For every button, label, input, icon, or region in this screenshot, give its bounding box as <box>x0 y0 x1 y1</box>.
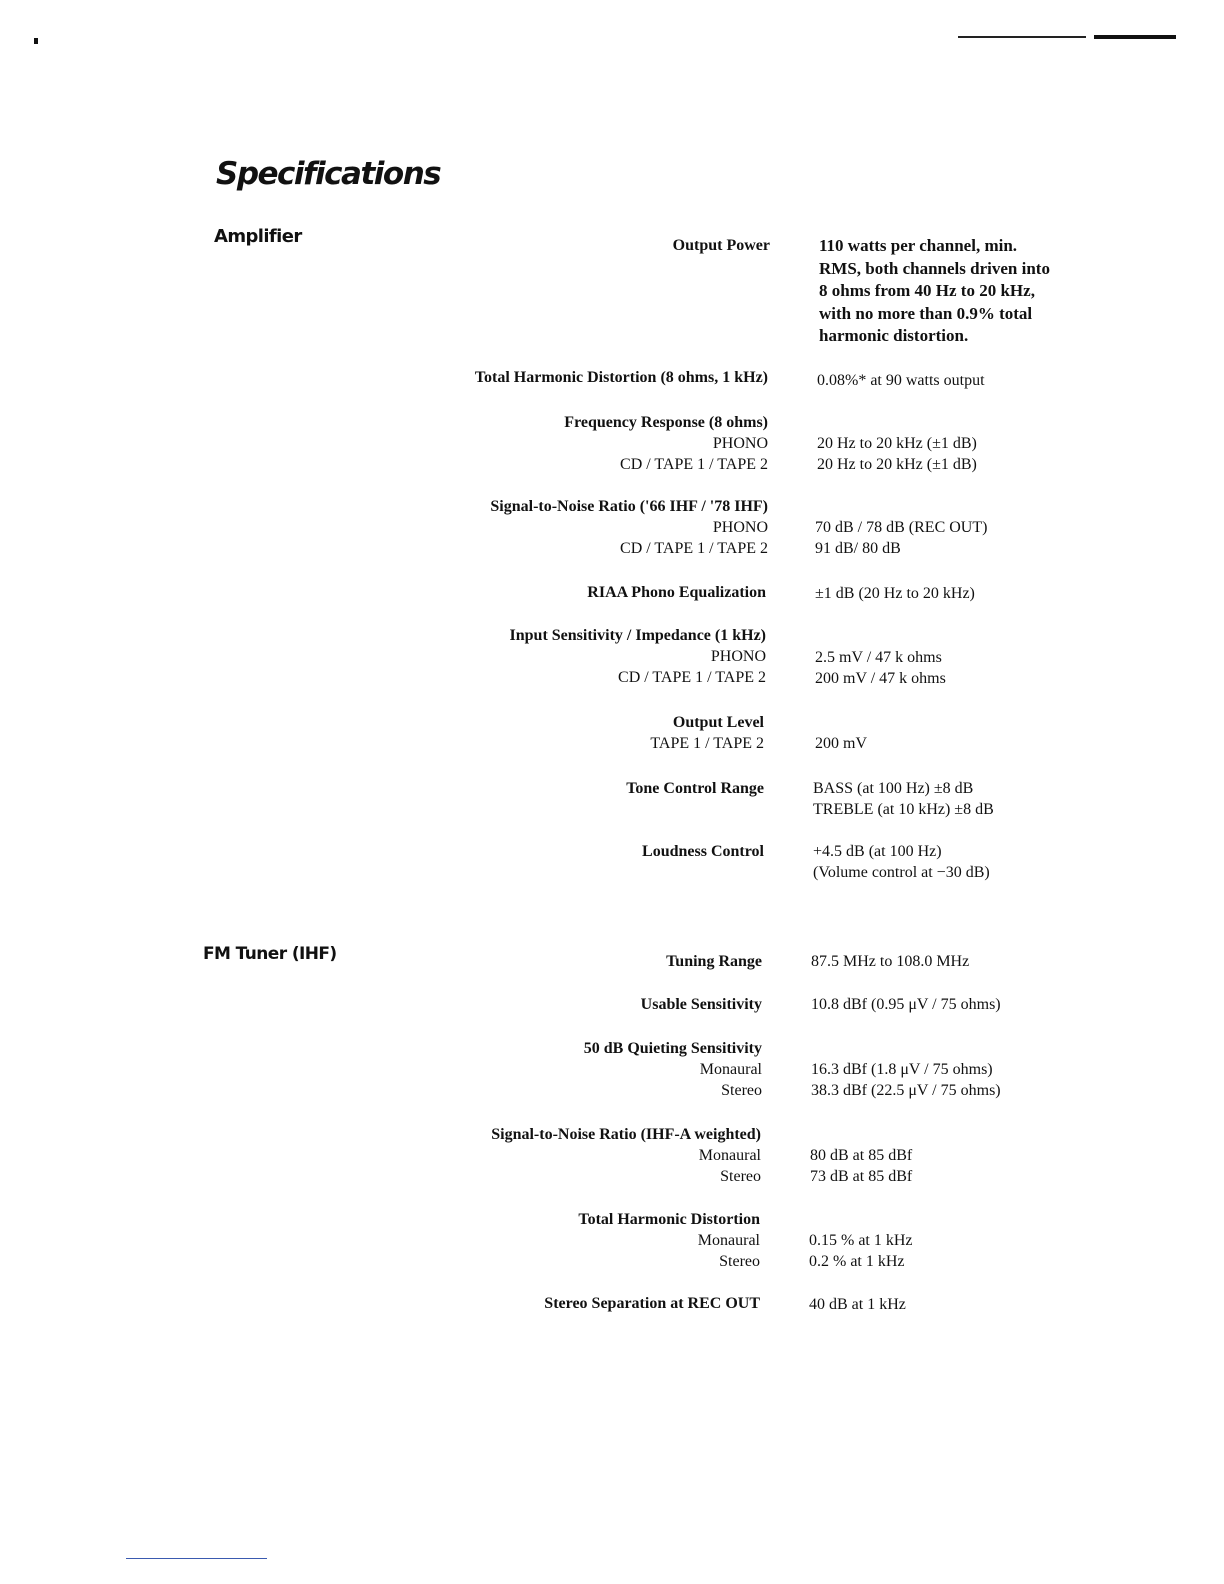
spec-label: Tone Control Range <box>626 780 764 797</box>
spec-label: Tuning Range <box>666 953 762 970</box>
spec-label: Output Level TAPE 1 / TAPE 2 <box>650 714 764 752</box>
section-heading-fm-tuner: FM Tuner (IHF) <box>203 944 337 964</box>
page-mark <box>34 38 38 44</box>
spec-label: 50 dB Quieting Sensitivity Monaural Stereo <box>583 1040 762 1099</box>
spec-label: RIAA Phono Equalization <box>587 584 766 601</box>
spec-value: 0.15 % at 1 kHz 0.2 % at 1 kHz <box>809 1232 913 1270</box>
spec-label: Loudness Control <box>642 843 764 860</box>
spec-value: +4.5 dB (at 100 Hz) (Volume control at −30 dB) <box>813 843 990 881</box>
spec-value: 87.5 MHz to 108.0 MHz <box>811 953 970 970</box>
spec-label: Stereo Separation at REC OUT <box>544 1295 760 1312</box>
spec-value: ±1 dB (20 Hz to 20 kHz) <box>815 585 975 602</box>
spec-value: 40 dB at 1 kHz <box>809 1296 906 1313</box>
spec-label: Usable Sensitivity <box>640 996 762 1013</box>
spec-value: BASS (at 100 Hz) ±8 dB TREBLE (at 10 kHz) ±8 dB <box>813 780 994 818</box>
spec-value: 110 watts per channel, min. RMS, both channels driven into 8 ohms from 40 Hz to 20 kHz, with no more than 0.9% total harmonic distortion. <box>819 236 1050 345</box>
spec-value: 10.8 dBf (0.95 μV / 75 ohms) <box>811 996 1001 1013</box>
spec-label: Output Power <box>672 237 770 254</box>
spec-value: 0.08%* at 90 watts output <box>817 372 985 389</box>
spec-value: 70 dB / 78 dB (REC OUT) 91 dB/ 80 dB <box>815 519 988 557</box>
spec-label: Total Harmonic Distortion (8 ohms, 1 kHz) <box>474 369 768 386</box>
footnote-rule <box>126 1558 267 1559</box>
spec-label: Input Sensitivity / Impedance (1 kHz) PHONO CD / TAPE 1 / TAPE 2 <box>509 627 766 686</box>
spec-label: Signal-to-Noise Ratio (IHF-A weighted) Monaural Stereo <box>491 1126 761 1185</box>
spec-value: 200 mV <box>815 735 867 752</box>
header-rule-thick <box>1094 35 1176 39</box>
header-rule <box>958 36 1086 38</box>
spec-value: 20 Hz to 20 kHz (±1 dB) 20 Hz to 20 kHz (±1 dB) <box>817 435 977 473</box>
spec-label: Signal-to-Noise Ratio ('66 IHF / '78 IHF) PHONO CD / TAPE 1 / TAPE 2 <box>490 498 768 557</box>
page-title: Specifications <box>216 156 441 192</box>
spec-label: Total Harmonic Distortion Monaural Stereo <box>578 1211 760 1270</box>
spec-label: Frequency Response (8 ohms) PHONO CD / TAPE 1 / TAPE 2 <box>564 414 768 473</box>
section-heading-amplifier: Amplifier <box>214 226 302 247</box>
spec-value: 80 dB at 85 dBf 73 dB at 85 dBf <box>810 1147 913 1185</box>
spec-value: 16.3 dBf (1.8 μV / 75 ohms) 38.3 dBf (22.5 μV / 75 ohms) <box>811 1061 1001 1099</box>
spec-value: 2.5 mV / 47 k ohms 200 mV / 47 k ohms <box>815 649 946 687</box>
